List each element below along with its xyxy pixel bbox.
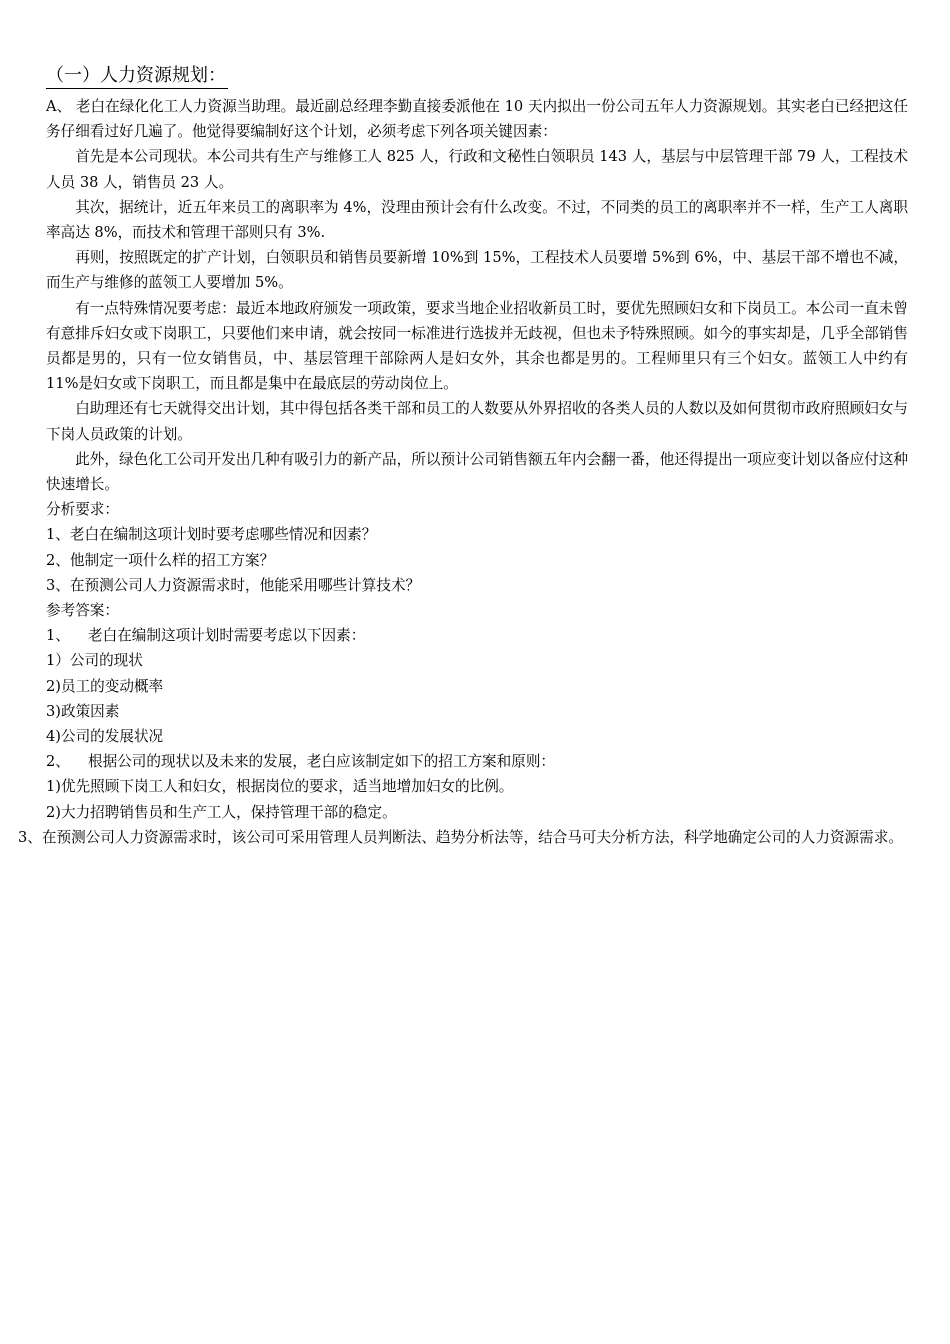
answer-1 — [46, 623, 908, 648]
questions-heading: 分析要求： — [46, 501, 119, 519]
answer-3: 3、在预测公司人力资源需求时，该公司可采用管理人员判断法、趋势分析法等，结合马可夫分析方法，科学地确定公司的人力资源需求。 — [18, 828, 903, 846]
case-paragraph-current-status: 首先是本公司现状。本公司共有生产与维修工人 825 人，行政和文秘性白领职员 143 人，基层与中层管理干部 79 人，工程技术人员 38 人，销售员 23 人。 — [46, 148, 908, 191]
answer-number: 1、 — [46, 627, 70, 645]
answer-sub-item: 2)员工的变动概率 — [46, 677, 164, 695]
answer-sub-item: 1)优先照顾下岗工人和妇女，根据岗位的要求，适当地增加妇女的比例。 — [46, 778, 514, 796]
question-item: 1、老白在编制这项计划时要考虑哪些情况和因素？ — [46, 526, 377, 544]
section-title: （一）人力资源规划： — [46, 64, 228, 89]
case-paragraph-growth: 此外，绿色化工公司开发出几种有吸引力的新产品，所以预计公司销售额五年内会翻一番，他还得提出一项应变计划以备应付这种快速增长。 — [46, 450, 908, 494]
answer-text: 根据公司的现状以及未来的发展，老白应该制定如下的招工方案和原则： — [88, 753, 556, 771]
answers-heading: 参考答案： — [46, 602, 119, 620]
answer-2 — [46, 749, 908, 774]
answer-sub-item: 2)大力招聘销售员和生产工人，保持管理干部的稳定。 — [46, 803, 397, 821]
case-paragraph-deadline: 白助理还有七天就得交出计划，其中得包括各类干部和员工的人数要从外界招收的各类人员的人数以及如何贯彻市政府照顾妇女与下岗人员政策的计划。 — [46, 400, 908, 443]
answer-sub-item: 3)政策因素 — [46, 702, 120, 720]
case-paragraph-intro: A、 老白在绿化化工人力资源当助理。最近副总经理李勤直接委派他在 10 天内拟出一份公司五年人力资源规划。其实老白已经把这任务仔细看过好几遍了。他觉得要编制好这个计划，必须考虑下列各项关键因素： — [46, 98, 908, 141]
case-paragraph-policy: 有一点特殊情况要考虑：最近本地政府颁发一项政策，要求当地企业招收新员工时，要优先照顾妇女和下岗员工。本公司一直未曾有意排斥妇女或下岗职工，只要他们来申请，就会按同一标准进行选拔并无歧视，但也未予特殊照顾。如今的事实却是，几乎全部销售员都是男的，只有一位女销售员，中、基层管理干部除两人是妇女外，其余也都是男的。工程师里只有三个妇女。蓝领工人中约有 11%是妇女或下岗职工，而且都是集中在最底层的劳动岗位上。 — [46, 299, 908, 393]
case-paragraph-turnover: 其次，据统计，近五年来员工的离职率为 4%，没理由预计会有什么改变。不过，不同类的员工的离职率并不一样，生产工人离职率高达 8%，而技术和管理干部则只有 3%. — [46, 198, 908, 242]
answer-sub-item: 4)公司的发展状况 — [46, 728, 164, 746]
question-item: 2、他制定一项什么样的招工方案？ — [46, 551, 275, 569]
document-body — [18, 94, 908, 850]
answer-text: 老白在编制这项计划时需要考虑以下因素： — [88, 627, 366, 645]
case-paragraph-expansion: 再则，按照既定的扩产计划，白领职员和销售员要新增 10%到 15%，工程技术人员要增 5%到 6%，中、基层干部不增也不减，而生产与维修的蓝领工人要增加 5%。 — [46, 249, 908, 292]
question-item: 3、在预测公司人力资源需求时，他能采用哪些计算技术？ — [46, 576, 421, 594]
answer-sub-item: 1）公司的现状 — [46, 652, 143, 670]
answer-number: 2、 — [46, 753, 70, 771]
